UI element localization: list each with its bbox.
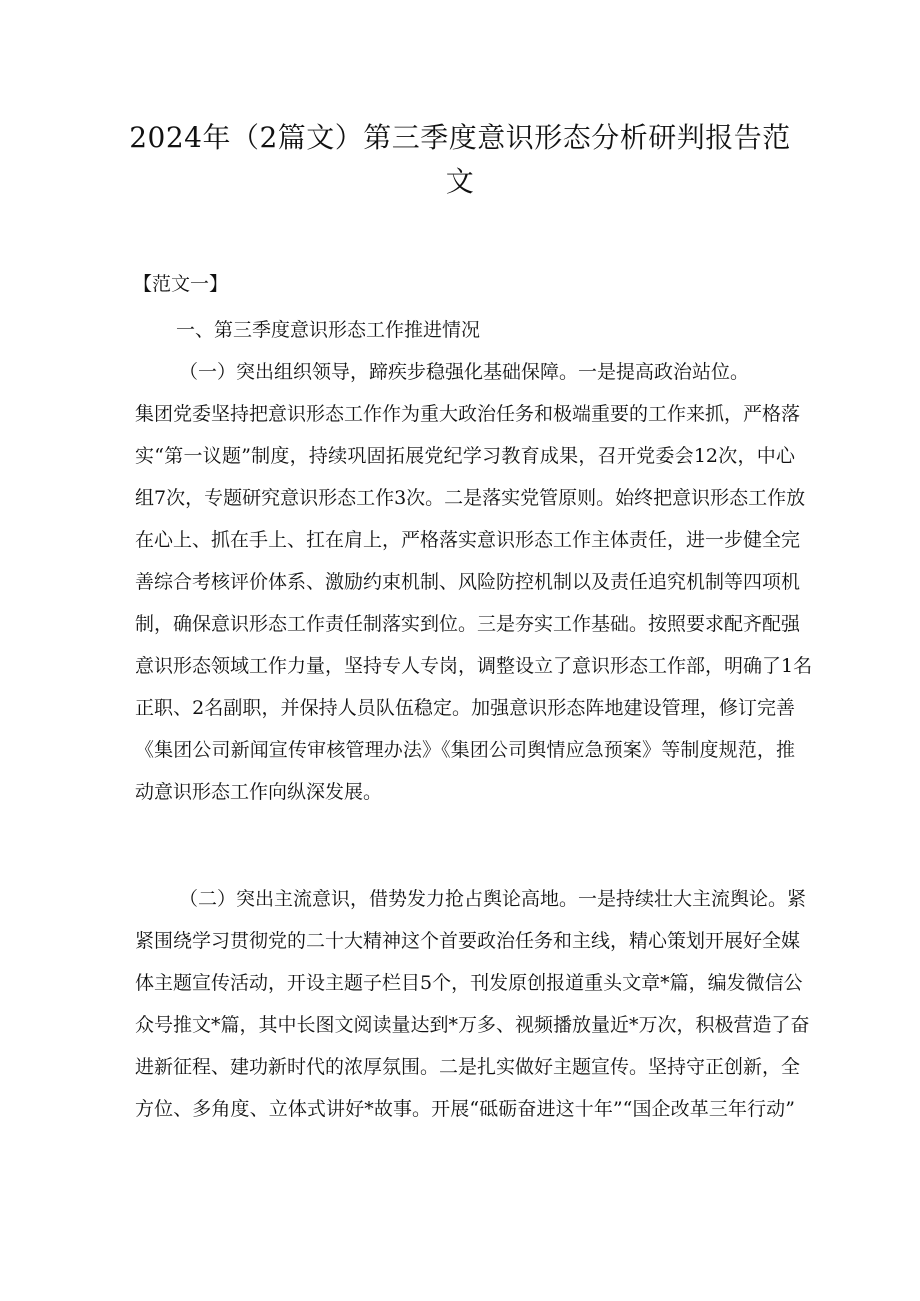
paragraph-line: 组7次，专题研究意识形态工作3次。二是落实党管原则。始终把意识形态工作放 — [135, 487, 806, 509]
paragraph-line: 进新征程、建功新时代的浓厚氛围。二是扎实做好主题宣传。坚持守正创新，全 — [135, 1056, 801, 1078]
paragraph-line: 方位、多角度、立体式讲好*故事。开展“砥砺奋进这十年”“国企改革三年行动” — [135, 1098, 795, 1120]
paragraph-line: 紧围绕学习贯彻党的二十大精神这个首要政治任务和主线，精心策划开展好全媒 — [135, 930, 801, 952]
paragraph-line: 集团党委坚持把意识形态工作作为重大政治任务和极端重要的工作来抓，严格落 — [135, 403, 801, 425]
paragraph-2 — [135, 878, 810, 1130]
paragraph-line: 众号推文*篇，其中长图文阅读量达到*万多、视频播放量近*万次，积极营造了奋 — [135, 1014, 810, 1036]
paragraph-line: （一）突出组织领导，蹄疾步稳强化基础保障。一是提高政治站位。 — [179, 361, 750, 383]
paragraph-line: 制，确保意识形态工作责任制落实到位。三是夯实工作基础。按照要求配齐配强 — [135, 613, 801, 635]
paragraph-line: 动意识形态工作向纵深发展。 — [135, 781, 383, 803]
paragraph-1 — [135, 351, 813, 813]
paragraph-line: （二）突出主流意识，借势发力抢占舆论高地。一是持续壮大主流舆论。紧 — [179, 888, 807, 910]
section-label: 【范文一】 — [133, 273, 229, 295]
title-line-2: 文 — [445, 165, 475, 198]
section-heading: 一、第三季度意识形态工作推进情况 — [176, 319, 481, 341]
paragraph-line: 体主题宣传活动，开设主题子栏目5个，刊发原创报道重头文章*篇，编发微信公 — [135, 972, 803, 994]
paragraph-line: 意识形态领域工作力量，坚持专人专岗，调整设立了意识形态工作部，明确了1名 — [135, 655, 813, 677]
paragraph-line: 正职、2名副职，并保持人员队伍稳定。加强意识形态阵地建设管理，修订完善 — [135, 697, 795, 719]
paragraph-line: 善综合考核评价体系、激励约束机制、风险防控机制以及责任追究机制等四项机 — [135, 571, 801, 593]
paragraph-line: 在心上、抓在手上、扛在肩上，严格落实意识形态工作主体责任，进一步健全完 — [135, 529, 801, 551]
paragraph-line: 实“第一议题”制度，持续巩固拓展党纪学习教育成果，召开党委会12次，中心 — [135, 445, 795, 467]
paragraph-line: 《集团公司新闻宣传审核管理办法》《集团公司舆情应急预案》等制度规范，推 — [135, 739, 795, 761]
title-line-1: 2024年（2篇文）第三季度意识形态分析研判报告范 — [129, 121, 791, 154]
document-title — [110, 116, 810, 204]
